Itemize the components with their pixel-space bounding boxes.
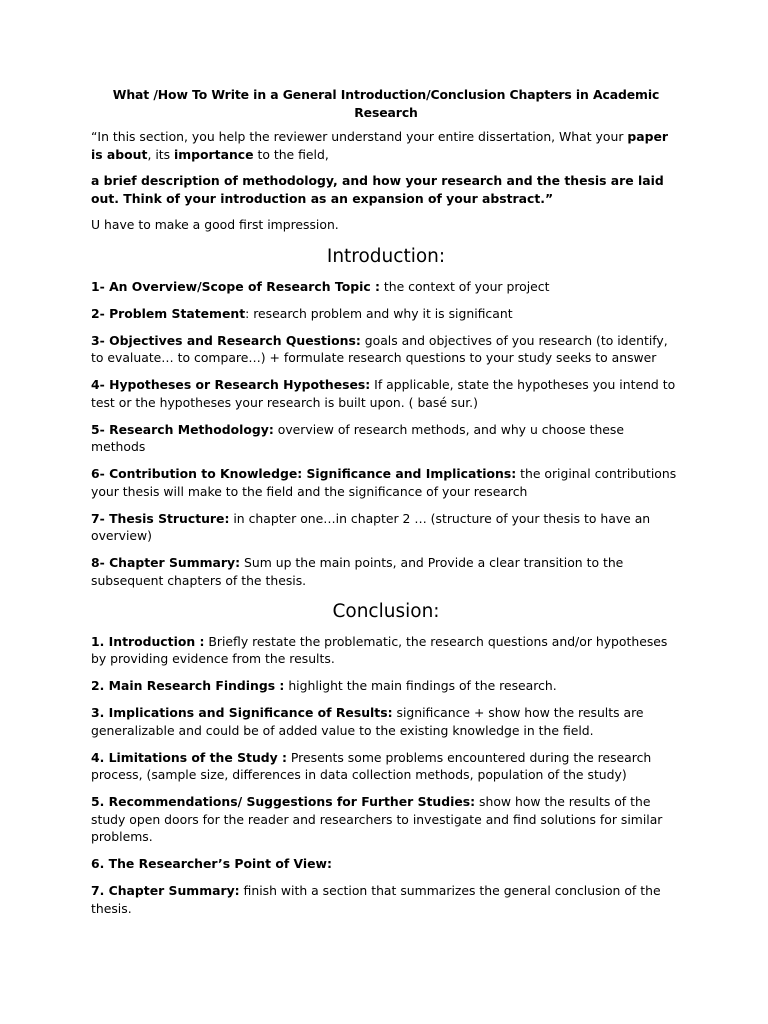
intro-quote	[91, 128, 681, 163]
conclusion-item-label: 2. Main Research Findings :	[91, 678, 285, 693]
intro-item-text: the original contributions your thesis will make to the field and the significance of your research	[91, 466, 677, 499]
conclusion-item	[91, 793, 681, 846]
intro-item	[91, 510, 681, 545]
conclusion-item	[91, 677, 681, 695]
introduction-heading-text: Introduction:	[326, 245, 446, 267]
intro-item-text: If applicable, state the hypotheses you intend to test or the hypotheses your research is built upon. ( basé sur.)	[91, 377, 676, 410]
intro-methodology-paragraph: a brief description of methodology, and how your research and the thesis are laid out. Think of your introduction as an expansion of your abstract.”	[91, 173, 664, 206]
conclusion-heading	[91, 599, 681, 625]
conclusion-item-label: 7. Chapter Summary:	[91, 883, 240, 898]
intro-item	[91, 278, 681, 296]
intro-item	[91, 465, 681, 500]
conclusion-item	[91, 704, 681, 739]
introduction-list	[91, 278, 681, 590]
intro-quote-bold-paper: paper is about	[91, 129, 668, 162]
conclusion-item-text: significance + show how the results are generalizable and could be of added value to the existing knowledge in the field.	[91, 705, 644, 738]
intro-quote-text-a: “In this section, you help the reviewer understand your entire dissertation, What your	[91, 129, 628, 144]
conclusion-item-label: 3. Implications and Significance of Results:	[91, 705, 393, 720]
conclusion-item-label: 1. Introduction :	[91, 633, 205, 649]
conclusion-item	[91, 633, 681, 668]
intro-impression: U have to make a good first impression.	[91, 217, 339, 232]
conclusion-heading-text: Conclusion:	[332, 600, 440, 622]
conclusion-item-text: finish with a section that summarizes the general conclusion of the thesis.	[91, 883, 661, 916]
conclusion-item-text: highlight the main findings of the research.	[284, 678, 557, 693]
intro-item	[91, 305, 681, 323]
intro-item	[91, 376, 681, 411]
intro-item-text: the context of your project	[379, 278, 550, 294]
intro-item	[91, 332, 681, 367]
intro-item	[91, 554, 681, 589]
conclusion-item-text: Presents some problems encountered during the research process, (sample size, differences in data collection methods, population of the study)	[91, 749, 652, 782]
intro-item-label: 1- An Overview/Scope of Research Topic :	[91, 278, 380, 294]
intro-item-text: in chapter one…in chapter 2 … (structure of your thesis to have an overview)	[91, 510, 651, 543]
intro-item-label: 8- Chapter Summary:	[91, 555, 241, 570]
conclusion-item-label: 4. Limitations of the Study :	[91, 749, 287, 765]
intro-item-text: overview of research methods, and why u choose these methods	[91, 421, 625, 454]
conclusion-item-text: show how the results of the study open doors for the reader and researchers to investigate and find solutions for similar problems.	[91, 794, 663, 844]
intro-quote-text-c: , its	[147, 146, 175, 162]
intro-item-text: Sum up the main points, and Provide a clear transition to the subsequent chapters of the thesis.	[91, 555, 624, 588]
intro-item-label: 5- Research Methodology:	[91, 421, 274, 437]
intro-item-label: 3- Objectives and Research Questions:	[91, 332, 361, 348]
intro-item-label: 4- Hypotheses or Research Hypotheses:	[91, 377, 371, 392]
intro-quote-bold-importance: importance	[174, 146, 254, 162]
intro-item	[91, 421, 681, 456]
document-title: What /How To Write in a General Introduction/Conclusion Chapters in Academic Research	[112, 87, 660, 120]
conclusion-list	[91, 633, 681, 918]
conclusion-item	[91, 855, 681, 873]
conclusion-item	[91, 882, 681, 917]
conclusion-item-label: 6. The Researcher’s Point of View:	[91, 856, 332, 871]
conclusion-item-text: Briefly restate the problematic, the research questions and/or hypotheses by providing evidence from the results.	[91, 633, 668, 666]
intro-item-text: : research problem and why it is significant	[245, 305, 513, 321]
intro-item-label: 7- Thesis Structure:	[91, 510, 230, 526]
introduction-heading	[91, 244, 681, 270]
intro-quote-text-e: to the field,	[253, 146, 329, 162]
intro-item-label: 6- Contribution to Knowledge: Significance and Implications:	[91, 466, 517, 481]
intro-item-text: goals and objectives of you research (to identify, to evaluate… to compare…) + formulate research questions to your study seeks to answer	[91, 332, 668, 365]
intro-item-label: 2- Problem Statement	[91, 305, 246, 321]
document-body	[91, 86, 681, 927]
conclusion-item-label: 5. Recommendations/ Suggestions for Further Studies:	[91, 794, 476, 809]
conclusion-item	[91, 749, 681, 784]
